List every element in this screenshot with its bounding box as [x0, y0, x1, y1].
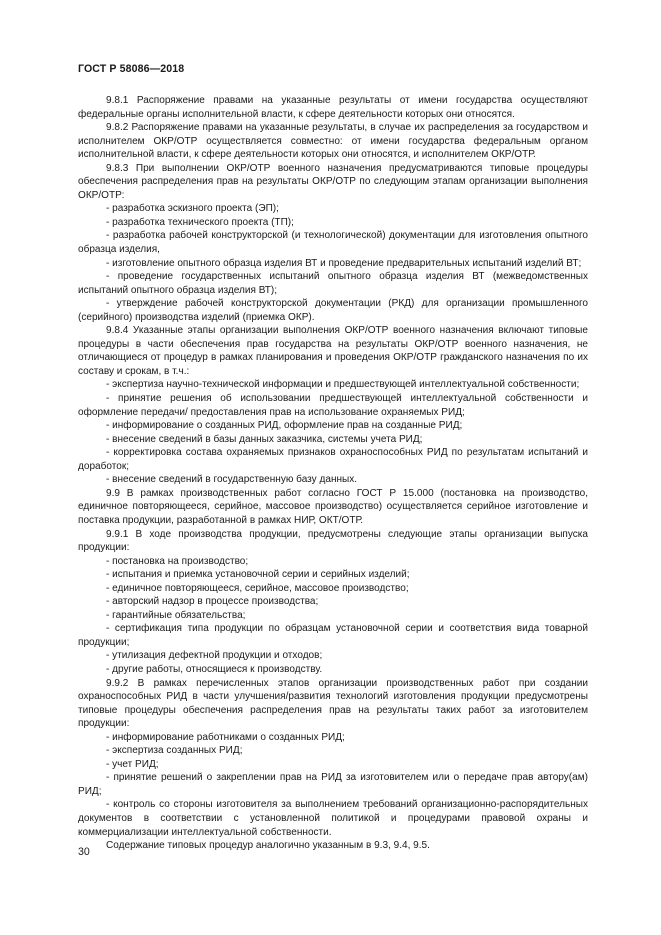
- paragraph: 9.8.3 При выполнении ОКР/ОТР военного назначения предусматриваются типовые процедуры обеспечения распределения прав на результаты ОКР/ОТР по следующим этапам организации выполнения ОКР/ОТР:: [78, 162, 588, 201]
- paragraph: - изготовление опытного образца изделия ВТ и проведение предварительных испытаний изделий ВТ;: [106, 257, 582, 269]
- page-number: 30: [78, 846, 90, 858]
- paragraph: - утилизация дефектной продукции и отходов;: [106, 650, 323, 662]
- document-body: [78, 94, 588, 853]
- paragraph: 9.9 В рамках производственных работ согласно ГОСТ Р 15.000 (постановка на производство, единичное повторяющееся, серийное, массовое производство) осуществляется серийное изготовление и поставка продукции, разработанной в рамках НИР, ОКТ/ОТР.: [78, 487, 588, 526]
- paragraph: 9.9.2 В рамках перечисленных этапов организации производственных работ при создании охраноспособных РИД в части улучшения/развития технологий изготовления продукции предусмотрены типовые процедуры обеспечения распределения прав на результаты таких работ за изготовителем продукции:: [78, 677, 588, 730]
- paragraph: 9.8.4 Указанные этапы организации выполнения ОКР/ОТР военного назначения включают типовые процедуры в части обеспечения прав государства на результаты ОКР/ОТР военного назначения, не отличающиеся от процедур в рамках планирования и проведения ОКР/ОТР гражданского назначения по их составу и срокам, в т.ч.:: [78, 325, 588, 377]
- paragraph: 9.9.1 В ходе производства продукции, предусмотрены следующие этапы организации выпуска продукции:: [78, 528, 588, 554]
- paragraph: - контроль со стороны изготовителя за выполнением требований организационно-распорядительных документов в соответствии с установленной политикой и процедурами правовой охраны и коммерциализации интеллектуальной собственности.: [78, 799, 588, 838]
- paragraph: - внесение сведений в государственную базу данных.: [106, 474, 358, 486]
- paragraph: - разработка технического проекта (ТП);: [106, 216, 294, 228]
- paragraph: - разработка рабочей конструкторской (и технологической) документации для изготовления опытного образца изделия,: [78, 230, 588, 256]
- paragraph: - проведение государственных испытаний опытного образца изделия ВТ (межведомственных испытаний опытного образца изделия ВТ);: [78, 271, 588, 296]
- paragraph: - другие работы, относящиеся к производству.: [106, 663, 323, 675]
- paragraph: 9.8.1 Распоряжение правами на указанные результаты от имени государства осуществляют федеральные органы исполнительной власти, к сфере деятельности которых они относятся.: [78, 95, 588, 120]
- paragraph: - экспертиза научно-технической информации и предшествующей интеллектуальной собственности;: [106, 379, 580, 391]
- paragraph: - корректировка состава охраняемых признаков охраноспособных РИД по результатам испытаний и доработок;: [78, 447, 588, 472]
- paragraph: - сертификация типа продукции по образцам установочной серии и соответствия вида товарной продукции;: [78, 623, 588, 648]
- paragraph: - разработка эскизного проекта (ЭП);: [106, 203, 279, 215]
- paragraph: 9.8.2 Распоряжение правами на указанные результаты, в случае их распределения за государством и исполнителем ОКР/ОТР осуществляется совместно: от имени государства федеральным органом исполнительной власти, к сфере деятельности которых они относятся, и исполнителем ОКР/ОТР.: [78, 122, 588, 161]
- paragraph: Содержание типовых процедур аналогично указанным в 9.3, 9.4, 9.5.: [106, 840, 430, 852]
- paragraph: - экспертиза созданных РИД;: [106, 745, 243, 757]
- paragraph: - авторский надзор в процессе производства;: [106, 596, 319, 608]
- paragraph: - гарантийные обязательства;: [106, 609, 246, 621]
- paragraph: - единичное повторяющееся, серийное, массовое производство;: [106, 582, 409, 594]
- paragraph: - внесение сведений в базы данных заказчика, системы учета РИД;: [106, 433, 423, 445]
- paragraph: - принятие решений о закреплении прав на РИД за изготовителем или о передаче прав автору(ам) РИД;: [78, 772, 588, 797]
- paragraph: - принятие решения об использовании предшествующей интеллектуальной собственности и оформление передачи/ предоставления прав на использование охраняемых РИД;: [78, 393, 588, 418]
- paragraph: - информирование о созданных РИД, оформление прав на созданные РИД;: [106, 420, 463, 432]
- paragraph: - информирование работниками о созданных РИД;: [106, 731, 345, 743]
- paragraph: - утверждение рабочей конструкторской документации (РКД) для организации промышленного (серийного) производства изделий (приемка ОКР).: [78, 298, 588, 323]
- document-header: ГОСТ Р 58086—2018: [78, 63, 185, 75]
- paragraph: - постановка на производство;: [106, 555, 249, 567]
- paragraph: - испытания и приемка установочной серии и серийных изделий;: [106, 569, 410, 581]
- paragraph: - учет РИД;: [106, 758, 159, 770]
